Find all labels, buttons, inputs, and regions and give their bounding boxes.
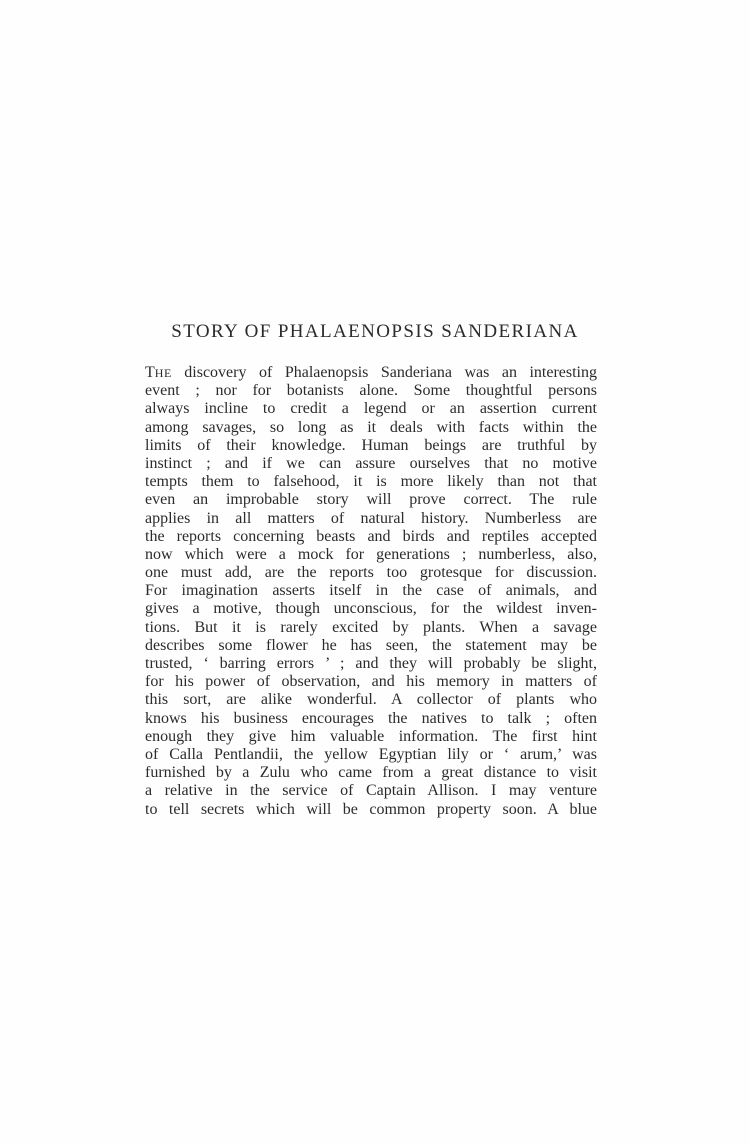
text-line (145, 364, 597, 382)
text-line: knows his business encourages the natives to talk ; often (145, 709, 597, 727)
text-line: to tell secrets which will be common property soon. A blue (145, 800, 597, 818)
text-line: for his power of observation, and his memory in matters of (145, 673, 597, 691)
text-line: enough they give him valuable information. The first hint (145, 727, 597, 745)
text-line: trusted, ‘ barring errors ’ ; and they will probably be slight, (145, 655, 597, 672)
text-line: the reports concerning beasts and birds and reptiles accepted (145, 527, 597, 545)
text-line: a relative in the service of Captain Allison. I may venture (145, 782, 597, 800)
text-line: of Calla Pentlandii, the yellow Egyptian lily or ‘ arum,’ was (145, 745, 597, 763)
text-line: limits of their knowledge. Human beings are truthful by (145, 436, 597, 454)
dropcap-initial: T (145, 364, 155, 381)
text-line: tempts them to falsehood, it is more likely than not that (145, 473, 597, 491)
text-line: applies in all matters of natural history. Numberless are (145, 509, 597, 527)
text-line: always incline to credit a legend or an assertion current (145, 400, 597, 418)
text-line: this sort, are alike wonderful. A collector of plants who (145, 691, 597, 709)
text-line: instinct ; and if we can assure ourselves that no motive (145, 454, 597, 472)
body-paragraph (145, 364, 597, 819)
text-line: among savages, so long as it deals with facts within the (145, 418, 597, 436)
dropcap-small-caps: HE (154, 366, 172, 380)
text-line: furnished by a Zulu who came from a great distance to visit (145, 764, 597, 782)
text-line: even an improbable story will prove correct. The rule (145, 491, 597, 509)
text-line: gives a motive, though unconscious, for the wildest inven- (145, 600, 597, 618)
text-line: For imagination asserts itself in the case of animals, and (145, 582, 597, 600)
chapter-title: STORY OF PHALAENOPSIS SANDERIANA (171, 321, 579, 342)
text-line: tions. But it is rarely excited by plants. When a savage (145, 618, 597, 636)
text-line: describes some flower he has seen, the statement may be (145, 636, 597, 654)
text-line-content: discovery of Phalaenopsis Sanderiana was an interesting (171, 364, 597, 381)
text-line: event ; nor for botanists alone. Some thoughtful persons (145, 382, 597, 400)
text-line: now which were a mock for generations ; numberless, also, (145, 545, 597, 563)
text-line: one must add, are the reports too grotesque for discussion. (145, 564, 597, 582)
